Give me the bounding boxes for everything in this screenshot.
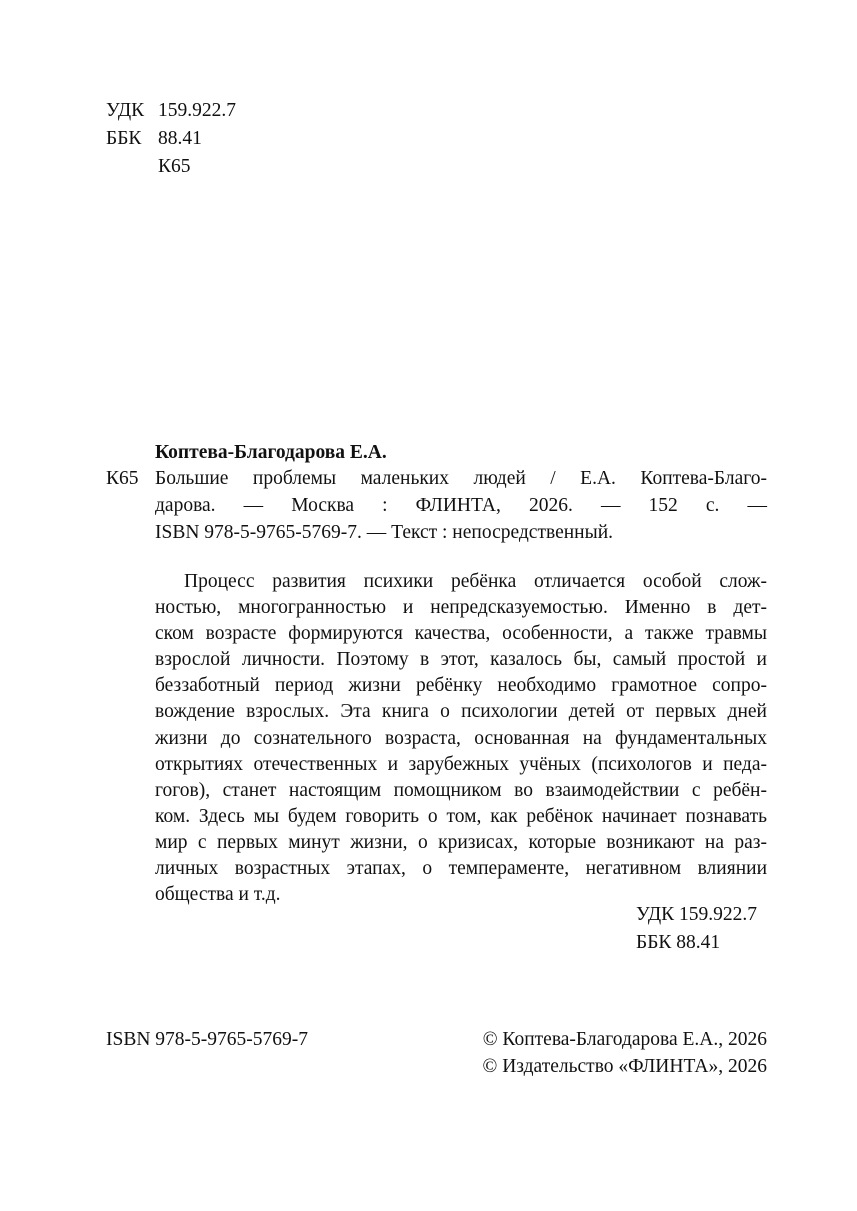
udk-code: УДК 159.922.7	[636, 904, 758, 925]
bib-description	[155, 465, 767, 546]
bib-line: Большие проблемы маленьких людей / Е.А. Коптева-Благо-	[155, 468, 767, 489]
abstract-line: вождение взрослых. Эта книга о психологии детей от первых дней	[155, 701, 767, 723]
abstract-line: ностью, многогранностью и непредсказуемостью. Именно в дет-	[155, 597, 767, 619]
abstract-line: Процесс развития психики ребёнка отличается особой слож-	[184, 571, 767, 592]
udk-value: 159.922.7	[158, 100, 236, 121]
copyright-block	[483, 1026, 767, 1080]
abstract-line: личных возрастных этапах, о темпераменте, негативном влиянии	[155, 858, 767, 880]
abstract-line: ском возрасте формируются качества, особенности, а также травмы	[155, 623, 767, 645]
abstract-line: ком. Здесь мы будем говорить о том, как ребёнок начинает познавать	[155, 805, 767, 827]
classification-codes	[106, 97, 236, 181]
abstract-line: жизни до сознательного возраста, основанная на фундаментальных	[155, 727, 767, 749]
bib-line: ISBN 978-5-9765-5769-7. — Текст : непосредственный.	[155, 522, 614, 543]
abstract-line: общества и т.д.	[155, 884, 281, 906]
bbk-label: ББК	[106, 128, 142, 149]
author-sign: К65	[158, 156, 191, 177]
udk-label: УДК	[106, 100, 145, 121]
copyright-publisher: © Издательство «ФЛИНТА», 2026	[482, 1056, 767, 1077]
copyright-author: © Коптева-Благодарова Е.А., 2026	[482, 1029, 767, 1050]
bbk-code: ББК 88.41	[636, 932, 721, 953]
isbn: ISBN 978-5-9765-5769-7	[106, 1029, 309, 1050]
abstract-line: взрослой личности. Поэтому в этот, казалось бы, самый простой и	[155, 649, 767, 671]
abstract-line: мир с первых минут жизни, о кризисах, которые возникают на раз-	[155, 831, 767, 853]
bib-line: дарова. — Москва : ФЛИНТА, 2026. — 152 с. —	[155, 495, 767, 516]
bbk-value: 88.41	[158, 128, 202, 149]
abstract-line: беззаботный период жизни ребёнку необходимо грамотное сопро-	[155, 675, 767, 697]
abstract	[155, 569, 767, 908]
abstract-line: гогов), станет настоящим помощником во взаимодействии с ребён-	[155, 779, 767, 801]
bib-author: Коптева-Благодарова Е.А.	[155, 442, 387, 463]
bib-author-code: К65	[106, 468, 139, 489]
abstract-line: открытиях отечественных и зарубежных учёных (психологов и педа-	[155, 753, 767, 775]
bbk-row	[106, 125, 236, 153]
udk-row	[106, 97, 236, 125]
classification-codes-right	[636, 901, 757, 957]
